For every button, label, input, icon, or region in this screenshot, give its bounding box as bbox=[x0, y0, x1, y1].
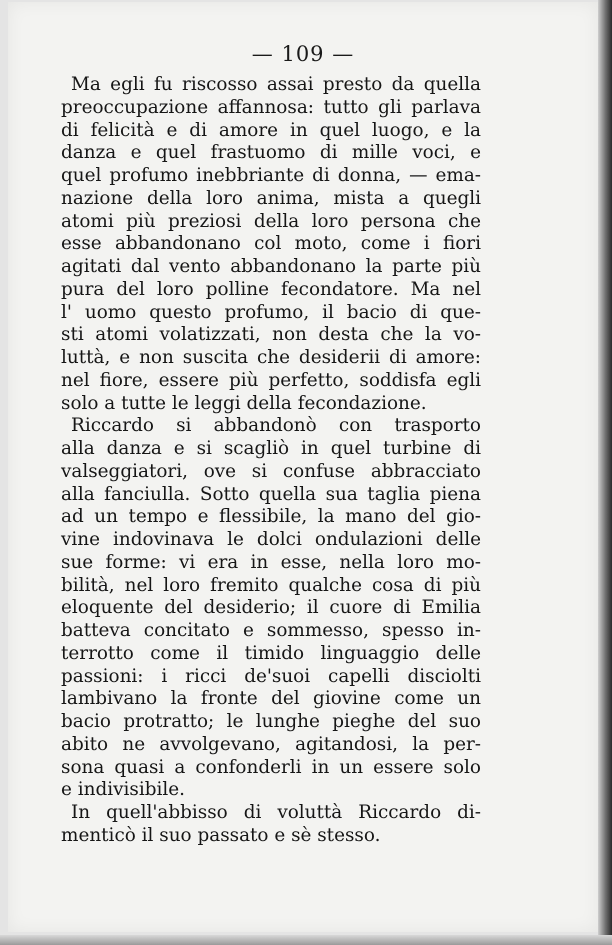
text-line: pura del loro polline fecondatore. Ma nel bbox=[61, 278, 481, 300]
text-line: vine indovinava le dolci ondulazioni delle bbox=[61, 529, 481, 550]
text-line: agitati dal vento abbandonano la parte più bbox=[61, 256, 481, 277]
text-line: e indivisibile. bbox=[61, 779, 185, 801]
page-number-header: — 109 — bbox=[251, 42, 355, 66]
text-line: passioni: i ricci de'suoi capelli disciolti bbox=[61, 665, 481, 687]
text-line: eloquente del desiderio; il cuore di Emilia bbox=[61, 597, 481, 619]
text-line: batteva concitato e sommesso, spesso in- bbox=[61, 620, 481, 641]
text-line: solo a tutte le leggi della fecondazione. bbox=[61, 392, 427, 414]
text-line: Riccardo si abbandonò con trasporto bbox=[71, 415, 481, 437]
text-line: menticò il suo passato e sè stesso. bbox=[61, 824, 381, 846]
page-binding-shadow bbox=[598, 0, 612, 945]
text-line: preoccupazione affannosa: tutto gli parlava bbox=[61, 96, 481, 118]
text-line: quel profumo inebbriante di donna, — ema- bbox=[61, 165, 481, 186]
text-line: Ma egli fu riscosso assai presto da quella bbox=[71, 74, 481, 95]
text-line: bilità, nel loro fremito qualche cosa di più bbox=[61, 574, 481, 596]
text-line: sona quasi a confonderli in un essere solo bbox=[61, 756, 481, 778]
text-line: alla fanciulla. Sotto quella sua taglia piena bbox=[61, 483, 481, 505]
book-page bbox=[8, 2, 598, 932]
text-line: danza e quel frastuomo di mille voci, e bbox=[61, 142, 481, 164]
text-line: sti atomi volatizzati, non desta che la vo- bbox=[61, 324, 481, 346]
text-line: bacio protratto; le lunghe pieghe del suo bbox=[61, 711, 481, 732]
text-line: di felicità e di amore in quel luogo, e la bbox=[61, 119, 481, 141]
text-line: luttà, e non suscita che desiderii di amore: bbox=[61, 347, 481, 368]
text-line: abito ne avvolgevano, agitandosi, la per- bbox=[61, 733, 481, 755]
text-line: valseggiatori, ove si confuse abbracciato bbox=[61, 460, 481, 482]
text-line: nel fiore, essere più perfetto, soddisfa egli bbox=[61, 369, 481, 391]
text-line: ad un tempo e flessibile, la mano del gio- bbox=[61, 506, 481, 528]
text-line: alla danza e si scagliò in quel turbine di bbox=[61, 438, 481, 459]
text-line: sue forme: vi era in esse, nella loro mo- bbox=[61, 551, 481, 573]
text-line: esse abbandonano col moto, come i fiori bbox=[61, 233, 481, 255]
text-line: In quell'abbisso di voluttà Riccardo di- bbox=[71, 802, 481, 823]
text-line: nazione della loro anima, mista a quegli bbox=[61, 187, 481, 209]
text-line: atomi più preziosi della loro persona che bbox=[61, 210, 481, 232]
text-line: lambivano la fronte del giovine come un bbox=[61, 688, 481, 710]
text-line: terrotto come il timido linguaggio delle bbox=[61, 642, 481, 664]
text-line: l' uomo questo profumo, il bacio di que- bbox=[61, 301, 481, 323]
page-bottom-edge bbox=[0, 935, 612, 945]
body-text bbox=[61, 74, 481, 848]
